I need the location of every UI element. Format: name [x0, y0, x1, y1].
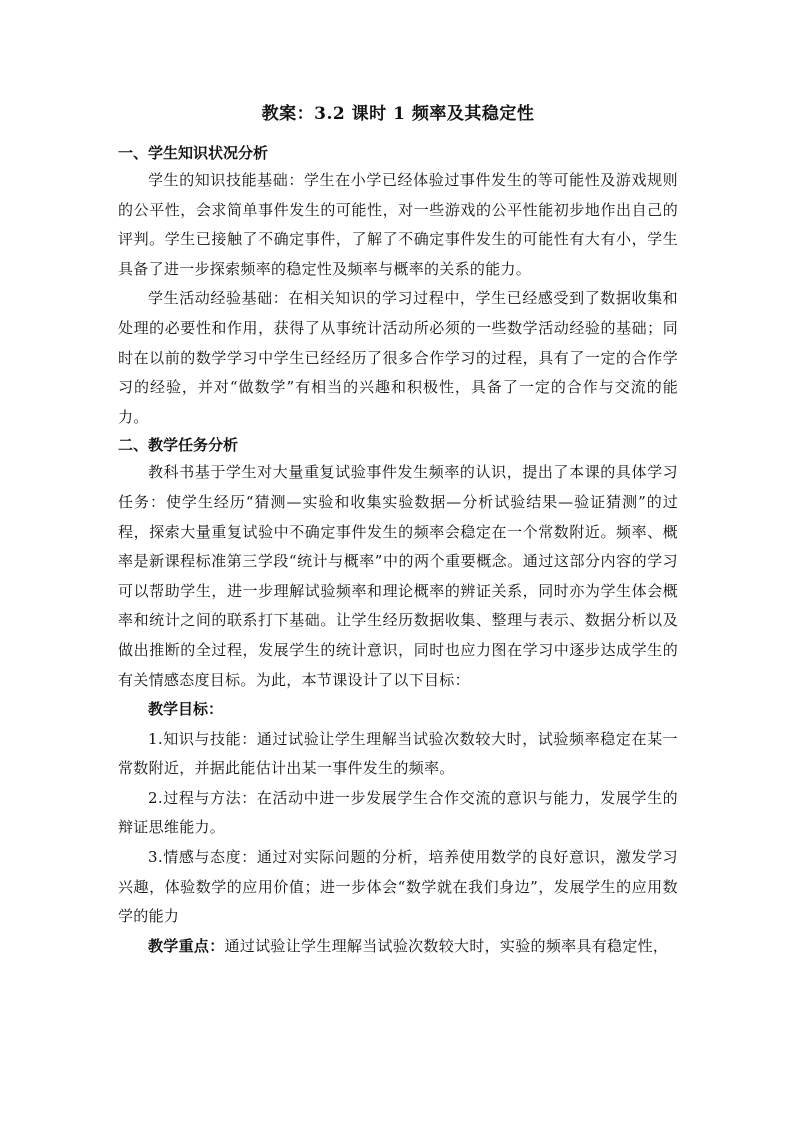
objective-process-method: 2.过程与方法：在活动中进一步发展学生合作交流的意识与能力，发展学生的辩证思维能力。	[118, 788, 678, 837]
section-heading-student-analysis: 一、学生知识状况分析	[118, 144, 269, 162]
objective-knowledge-skills: 1.知识与技能：通过试验让学生理解当试验次数较大时，试验频率稳定在某一常数附近，并据此能估计出某一事件发生的频率。	[118, 729, 678, 778]
key-point-text: 通过试验让学生理解当试验次数较大时，实验的频率具有稳定性，	[224, 936, 669, 955]
objective-emotion-attitude: 3.情感与态度：通过对实际问题的分析，培养使用数学的良好意识，激发学习兴趣，体验数学的应用价值；进一步体会“数学就在我们身边”，发展学生的应用数学的能力	[118, 848, 678, 926]
document-title: 教案：3.2 课时 1 频率及其稳定性	[261, 104, 535, 124]
paragraph-activity-basis: 学生活动经验基础：在相关知识的学习过程中，学生已经感受到了数据收集和处理的必要性和作用，获得了从事统计活动所必须的一些数学活动经验的基础；同时在以前的数学学习中学生已经经历了很多合作学习的过程，具有了一定的合作学习的经验，并对“做数学”有相当的兴趣和积极性，具备了一定的合作与交流的能力。	[118, 289, 678, 426]
document-page	[118, 96, 678, 961]
objectives-heading: 教学目标：	[148, 700, 224, 719]
key-point-paragraph	[118, 932, 678, 962]
paragraph-knowledge-basis: 学生的知识技能基础：学生在小学已经体验过事件发生的等可能性及游戏规则的公平性，会求简单事件发生的可能性，对一些游戏的公平性能初步地作出自己的评判。学生已接触了不确定事件，了解了不确定事件发生的可能性有大有小，学生具备了进一步探索频率的稳定性及频率与概率的关系的能力。	[118, 171, 678, 278]
key-point-label: 教学重点：	[148, 936, 225, 955]
section-heading-task-analysis: 二、教学任务分析	[118, 436, 239, 455]
paragraph-task-analysis: 教科书基于学生对大量重复试验事件发生频率的认识，提出了本课的具体学习任务：使学生经历“猜测—实验和收集实验数据—分析试验结果—验证猜测”的过程，探索大量重复试验中不确定事件发生的频率会稳定在一个常数附近。频率、概率是新课程标准第三学段“统计与概率”中的两个重要概念。通过这部分内容的学习可以帮助学生，进一步理解试验频率和理论概率的辨证关系，同时亦为学生体会概率和统计之间的联系打下基础。让学生经历数据收集、整理与表示、数据分析以及做出推断的全过程，发展学生的统计意识，同时也应力图在学习中逐步达成学生的有关情感态度目标。为此，本节课设计了以下目标：	[118, 463, 678, 689]
